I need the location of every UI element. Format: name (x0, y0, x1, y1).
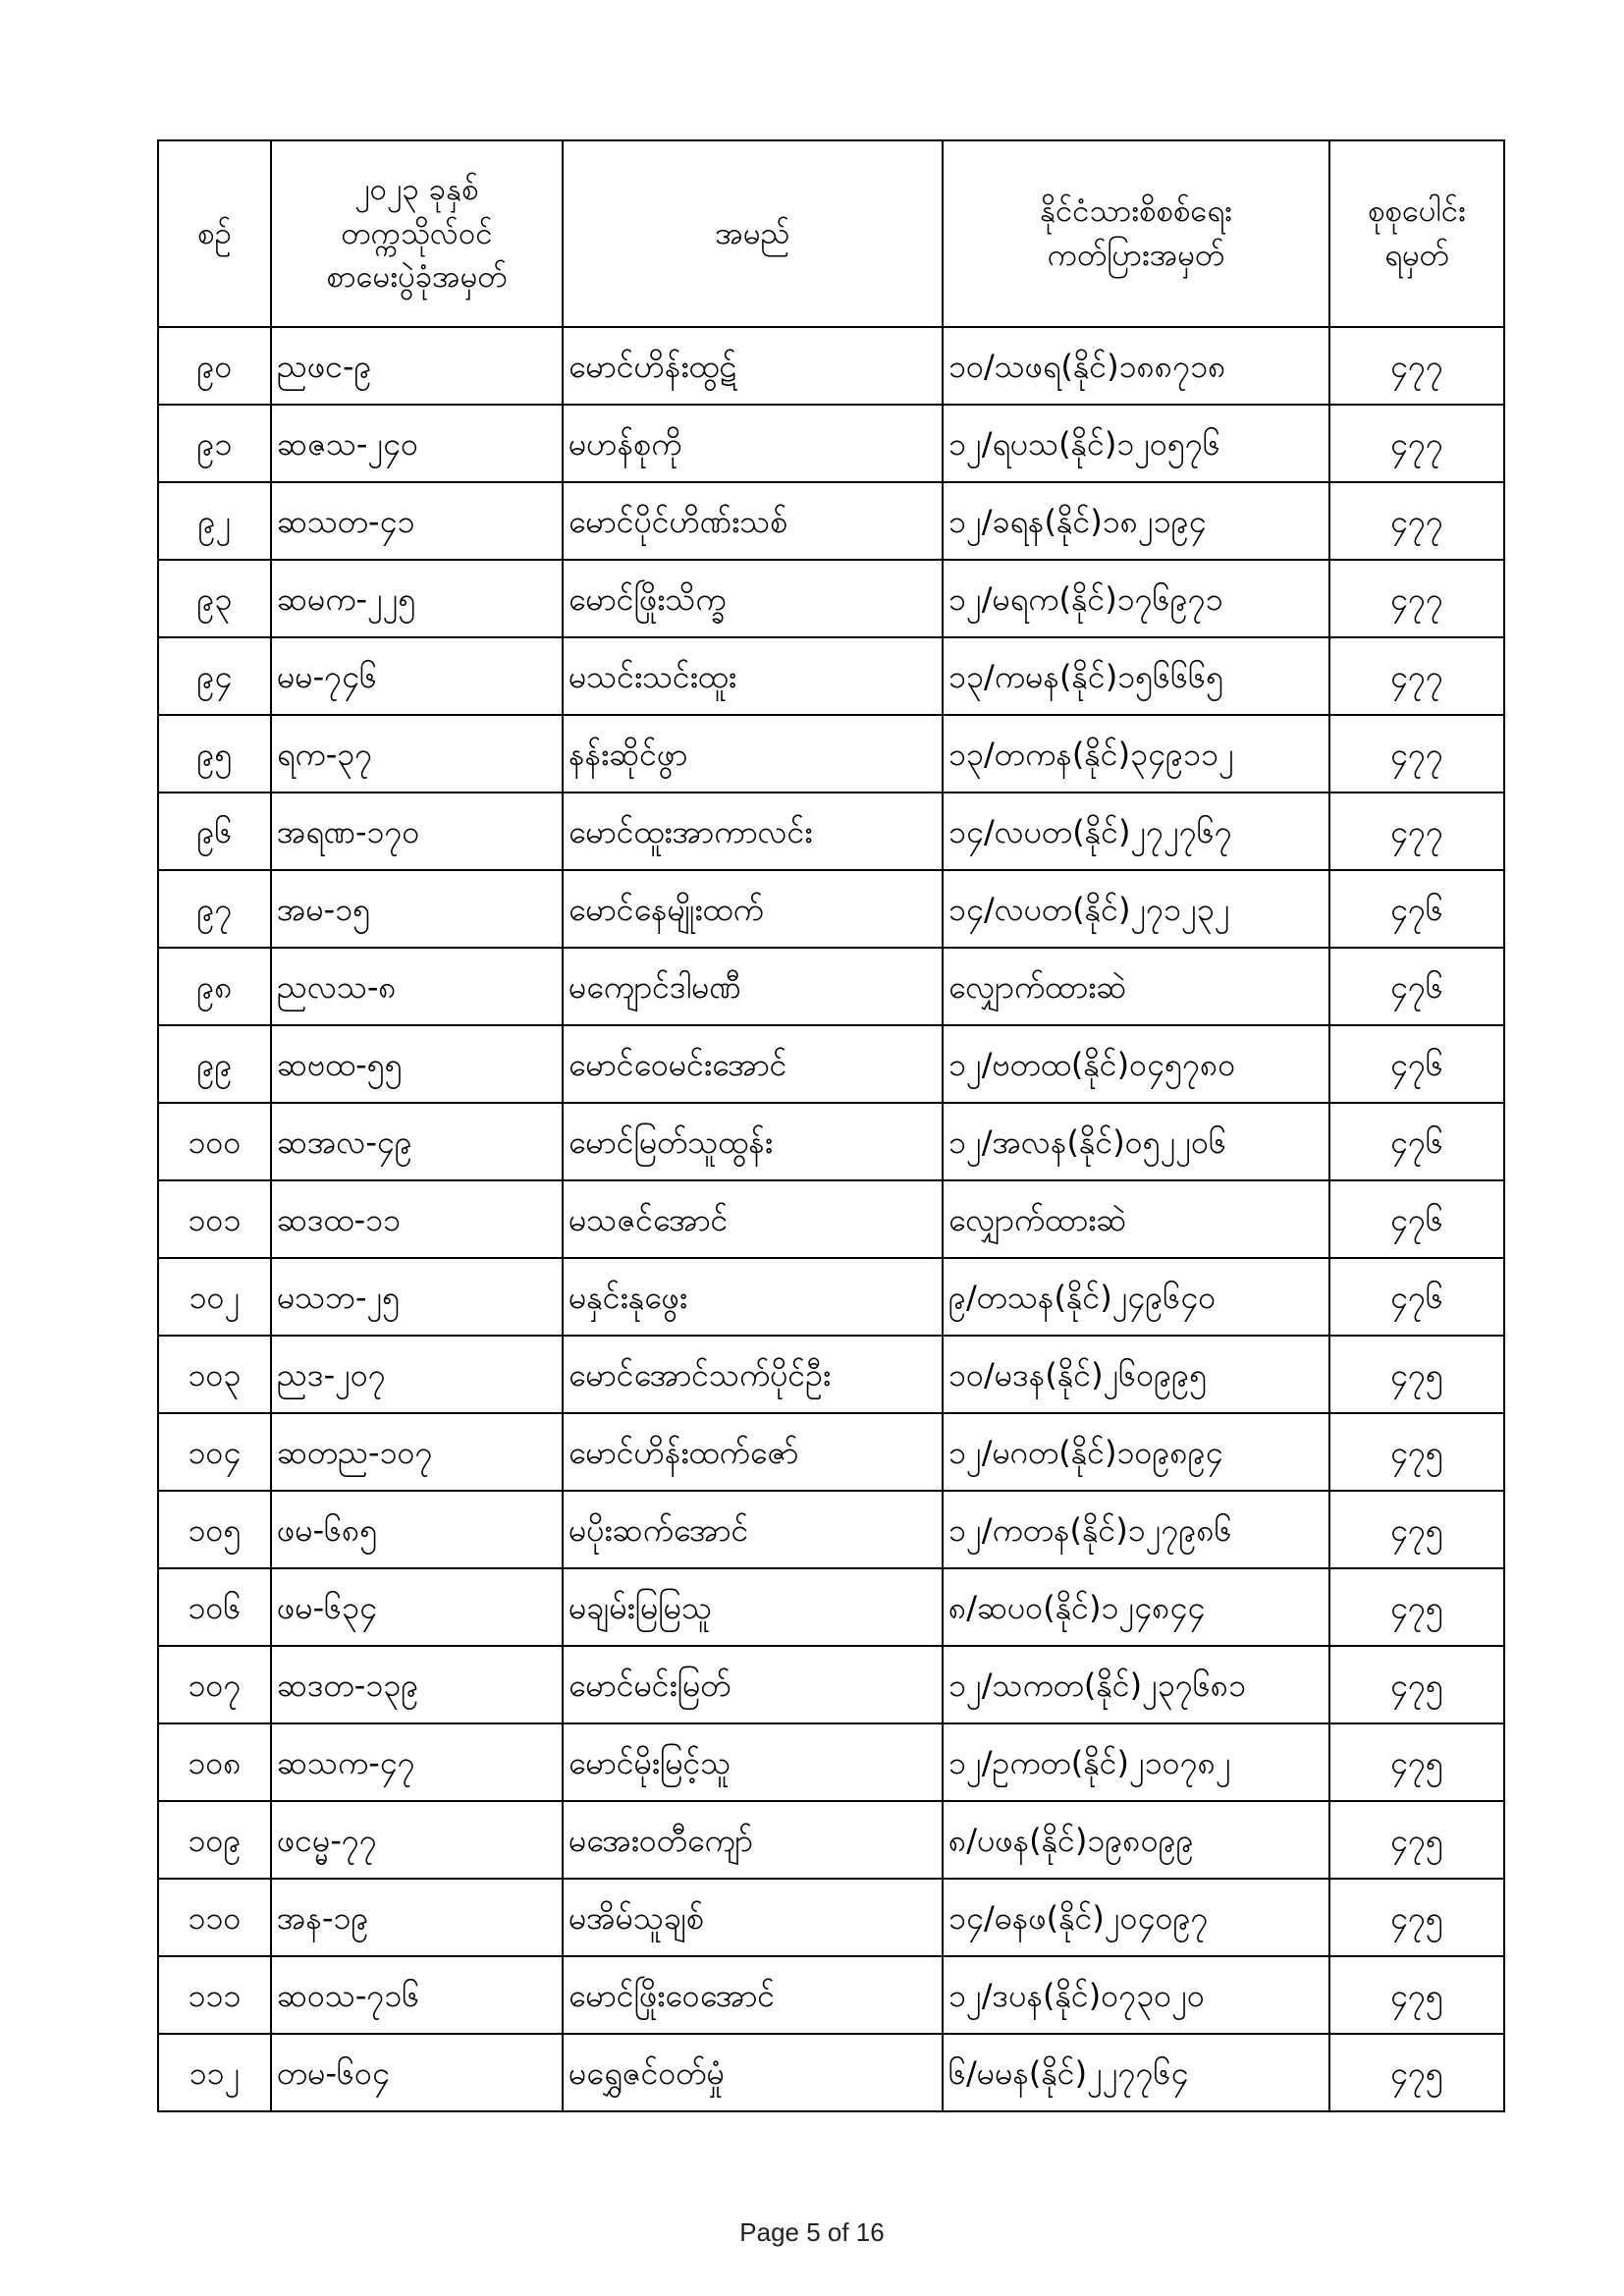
cell-no: ၁၁၁ (158, 1956, 271, 2034)
cell-roll-number: ဆအလ-၄၉ (271, 1103, 563, 1180)
cell-no: ၁၀၈ (158, 1723, 271, 1801)
cell-name: မောင်ထူးအာကာလင်း (563, 793, 943, 870)
table-row (158, 1258, 1504, 1336)
cell-total: ၄၇၇ (1329, 637, 1504, 715)
table-header (158, 140, 1504, 327)
page-number: Page 5 of 16 (739, 2217, 885, 2247)
cell-nrc: ၈/ပဖန(နိုင်)၁၉၈၀၉၉ (943, 1801, 1329, 1879)
cell-nrc: ၁၂/ရပသ(နိုင်)၁၂၀၅၇၆ (943, 405, 1329, 482)
cell-no: ၁၀၇ (158, 1646, 271, 1723)
cell-roll-number: တမ-၆၀၄ (271, 2034, 563, 2111)
cell-no: ၉၁ (158, 405, 271, 482)
table-row (158, 1879, 1504, 1956)
table-row (158, 637, 1504, 715)
cell-roll-number: ဖမ-၆၃၄ (271, 1568, 563, 1646)
cell-nrc: ၁၂/အလန(နိုင်)၀၅၂၂၀၆ (943, 1103, 1329, 1180)
header-nrc-line: ကတ်ပြားအမှတ် (1047, 238, 1225, 273)
cell-name: မောင်ဖြိုးဝေအောင် (563, 1956, 943, 2034)
cell-name: မရွှေဇင်ဝတ်မှုံ (563, 2034, 943, 2111)
cell-roll-number: ညလသ-၈ (271, 948, 563, 1025)
cell-name: မသဇင်အောင် (563, 1180, 943, 1258)
cell-nrc: ၉/တသန(နိုင်)၂၄၉၆၄၀ (943, 1258, 1329, 1336)
cell-roll-number: မမ-၇၄၆ (271, 637, 563, 715)
cell-roll-number: အရဏ-၁၇၀ (271, 793, 563, 870)
cell-no: ၉၈ (158, 948, 271, 1025)
cell-total: ၄၇၇ (1329, 327, 1504, 405)
table-row (158, 715, 1504, 793)
cell-name: မောင်မြတ်သူထွန်း (563, 1103, 943, 1180)
cell-roll-number: အန-၁၉ (271, 1879, 563, 1956)
header-nrc (943, 140, 1329, 327)
cell-name: မောင်ဟိန်းထွဋ် (563, 327, 943, 405)
cell-name: မချမ်းမြမြသူ (563, 1568, 943, 1646)
header-total-line: ရမှတ် (1384, 238, 1449, 273)
table-row (158, 793, 1504, 870)
cell-total: ၄၇၅ (1329, 1413, 1504, 1491)
cell-nrc: ၁၃/တကန(နိုင်)၃၄၉၁၁၂ (943, 715, 1329, 793)
cell-name: မနှင်းနုဖွေး (563, 1258, 943, 1336)
cell-no: ၉၂ (158, 482, 271, 560)
cell-total: ၄၇၆ (1329, 1103, 1504, 1180)
cell-name: မဟန်စုကို (563, 405, 943, 482)
cell-total: ၄၇၆ (1329, 948, 1504, 1025)
cell-no: ၁၀၂ (158, 1258, 271, 1336)
header-roll-line: စာမေးပွဲခုံအမှတ် (326, 259, 508, 296)
header-no: စဉ် (158, 140, 271, 327)
table-row (158, 1491, 1504, 1568)
cell-no: ၁၁၂ (158, 2034, 271, 2111)
cell-nrc: ၁၀/သဖရ(နိုင်)၁၈၈၇၁၈ (943, 327, 1329, 405)
table-row (158, 948, 1504, 1025)
cell-total: ၄၇၅ (1329, 2034, 1504, 2111)
table-row (158, 1801, 1504, 1879)
table-row (158, 1646, 1504, 1723)
cell-no: ၉၃ (158, 560, 271, 637)
cell-roll-number: ဆဒတ-၁၃၉ (271, 1646, 563, 1723)
cell-total: ၄၇၅ (1329, 1723, 1504, 1801)
table-row (158, 1103, 1504, 1180)
cell-name: မကျောင်ဒါမဏီ (563, 948, 943, 1025)
header-row (158, 140, 1504, 327)
cell-nrc: လျှောက်ထားဆဲ (943, 948, 1329, 1025)
cell-name: နန်းဆိုင်ဖွာ (563, 715, 943, 793)
cell-total: ၄၇၅ (1329, 1801, 1504, 1879)
table-row (158, 1336, 1504, 1413)
cell-total: ၄၇၇ (1329, 560, 1504, 637)
cell-name: မအိမ်သူချစ် (563, 1879, 943, 1956)
header-nrc-line: နိုင်ငံသားစိစစ်ရေး (1040, 193, 1232, 230)
cell-roll-number: ရက-၃၇ (271, 715, 563, 793)
cell-no: ၉၆ (158, 793, 271, 870)
cell-nrc: လျှောက်ထားဆဲ (943, 1180, 1329, 1258)
cell-name: မောင်ဖြိုးသိက္ခ (563, 560, 943, 637)
cell-total: ၄၇၅ (1329, 1568, 1504, 1646)
cell-name: မောင်မင်းမြတ် (563, 1646, 943, 1723)
table-row (158, 1956, 1504, 2034)
table-row (158, 1025, 1504, 1103)
cell-total: ၄၇၆ (1329, 1025, 1504, 1103)
cell-name: မောင်နေမျိုးထက် (563, 870, 943, 948)
cell-total: ၄၇၆ (1329, 870, 1504, 948)
cell-nrc: ၁၂/ဥကတ(နိုင်)၂၁၀၇၈၂ (943, 1723, 1329, 1801)
cell-no: ၁၀၁ (158, 1180, 271, 1258)
cell-roll-number: ညဒ-၂၀၇ (271, 1336, 563, 1413)
cell-name: မပိုးဆက်အောင် (563, 1491, 943, 1568)
cell-roll-number: ညဖင-၉ (271, 327, 563, 405)
table-row (158, 2034, 1504, 2111)
cell-total: ၄၇၇ (1329, 405, 1504, 482)
cell-no: ၁၀၉ (158, 1801, 271, 1879)
cell-roll-number: ဆဝသ-၇၁၆ (271, 1956, 563, 2034)
cell-total: ၄၇၅ (1329, 1879, 1504, 1956)
cell-roll-number: ဆမက-၂၂၅ (271, 560, 563, 637)
cell-nrc: ၁၂/ခရန(နိုင်)၁၈၂၁၉၄ (943, 482, 1329, 560)
cell-roll-number: ဆတည-၁၀၇ (271, 1413, 563, 1491)
table-row (158, 1413, 1504, 1491)
cell-roll-number: မသဘ-၂၅ (271, 1258, 563, 1336)
header-name: အမည် (563, 140, 943, 327)
cell-name: မောင်မိုးမြင့်သူ (563, 1723, 943, 1801)
cell-roll-number: ဆဇသ-၂၄၀ (271, 405, 563, 482)
cell-nrc: ၁၂/ဒပန(နိုင်)၀၇၃၀၂၀ (943, 1956, 1329, 2034)
table-body (158, 327, 1504, 2111)
cell-nrc: ၁၂/မရက(နိုင်)၁၇၆၉၇၁ (943, 560, 1329, 637)
cell-name: မအေးဝတီကျော် (563, 1801, 943, 1879)
header-roll-line: ၂၀၂၃ ခုနှစ် (354, 171, 479, 207)
cell-nrc: ၆/မမန(နိုင်)၂၂၇၇၆၄ (943, 2034, 1329, 2111)
cell-nrc: ၁၄/လပတ(နိုင်)၂၇၁၂၃၂ (943, 870, 1329, 948)
table-row (158, 482, 1504, 560)
cell-no: ၉၉ (158, 1025, 271, 1103)
cell-name: မောင်ပိုင်ဟိဏ်းသစ် (563, 482, 943, 560)
cell-nrc: ၁၄/လပတ(နိုင်)၂၇၂၇၆၇ (943, 793, 1329, 870)
cell-total: ၄၇၅ (1329, 1491, 1504, 1568)
cell-no: ၁၀၀ (158, 1103, 271, 1180)
cell-no: ၉၄ (158, 637, 271, 715)
cell-roll-number: ဆသတ-၄၁ (271, 482, 563, 560)
cell-no: ၁၀၄ (158, 1413, 271, 1491)
header-roll-number (271, 140, 563, 327)
table-row (158, 1180, 1504, 1258)
cell-total: ၄၇၇ (1329, 793, 1504, 870)
cell-nrc: ၁၂/မဂတ(နိုင်)၁၀၉၈၉၄ (943, 1413, 1329, 1491)
table-row (158, 1568, 1504, 1646)
table-row (158, 560, 1504, 637)
cell-name: မသင်းသင်းထူး (563, 637, 943, 715)
cell-total: ၄၇၇ (1329, 482, 1504, 560)
cell-total: ၄၇၆ (1329, 1258, 1504, 1336)
cell-roll-number: ဖမ-၆၈၅ (271, 1491, 563, 1568)
cell-nrc: ၁၂/ဗတထ(နိုင်)၀၄၅၇၈၀ (943, 1025, 1329, 1103)
cell-nrc: ၁၃/ကမန(နိုင်)၁၅၆၆၆၅ (943, 637, 1329, 715)
cell-nrc: ၁၂/သကတ(နိုင်)၂၃၇၆၈၁ (943, 1646, 1329, 1723)
table-row (158, 405, 1504, 482)
cell-roll-number: ဆဒထ-၁၁ (271, 1180, 563, 1258)
cell-name: မောင်အောင်သက်ပိုင်ဦး (563, 1336, 943, 1413)
table-row (158, 327, 1504, 405)
cell-no: ၁၁၀ (158, 1879, 271, 1956)
cell-no: ၉၅ (158, 715, 271, 793)
cell-no: ၁၀၃ (158, 1336, 271, 1413)
cell-total: ၄၇၅ (1329, 1336, 1504, 1413)
results-table (157, 139, 1505, 2112)
cell-name: မောင်ဝေမင်းအောင် (563, 1025, 943, 1103)
cell-total: ၄၇၇ (1329, 715, 1504, 793)
cell-roll-number: ဖငမ္မ-၇၇ (271, 1801, 563, 1879)
cell-roll-number: ဆဗထ-၅၅ (271, 1025, 563, 1103)
cell-roll-number: အမ-၁၅ (271, 870, 563, 948)
cell-nrc: ၁၄/ဓနဖ(နိုင်)၂၀၄၀၉၇ (943, 1879, 1329, 1956)
cell-roll-number: ဆသက-၄၇ (271, 1723, 563, 1801)
table-row (158, 870, 1504, 948)
cell-nrc: ၁၂/ကတန(နိုင်)၁၂၇၉၈၆ (943, 1491, 1329, 1568)
header-total (1329, 140, 1504, 327)
cell-no: ၁၀၆ (158, 1568, 271, 1646)
cell-nrc: ၁၀/မဒန(နိုင်)၂၆၀၉၉၅ (943, 1336, 1329, 1413)
cell-nrc: ၈/ဆပဝ(နိုင်)၁၂၄၈၄၄ (943, 1568, 1329, 1646)
cell-total: ၄၇၅ (1329, 1646, 1504, 1723)
cell-no: ၉၀ (158, 327, 271, 405)
table-row (158, 1723, 1504, 1801)
cell-total: ၄၇၆ (1329, 1180, 1504, 1258)
cell-name: မောင်ဟိန်းထက်ဇော် (563, 1413, 943, 1491)
header-total-line: စုစုပေါင်း (1368, 193, 1466, 230)
header-roll-line: တက္ကသိုလ်ဝင် (341, 215, 493, 251)
cell-no: ၉၇ (158, 870, 271, 948)
cell-total: ၄၇၅ (1329, 1956, 1504, 2034)
cell-no: ၁၀၅ (158, 1491, 271, 1568)
